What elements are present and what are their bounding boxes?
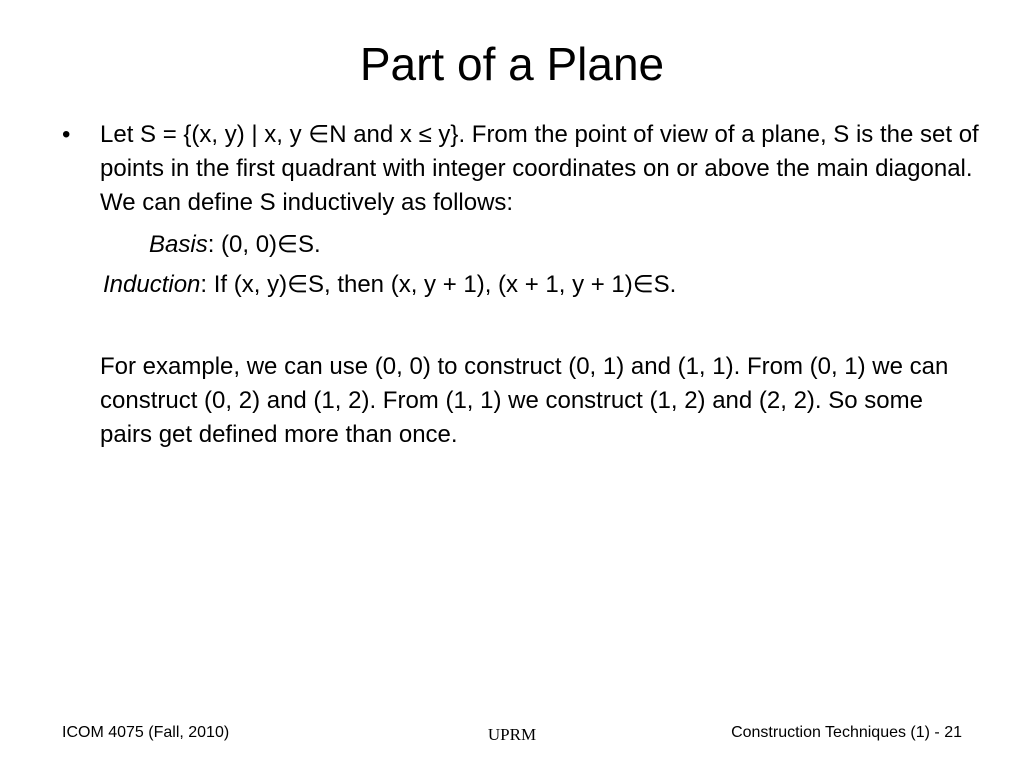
footer-course: ICOM 4075 (Fall, 2010) — [62, 724, 230, 741]
induction-label: Induction — [103, 271, 201, 298]
basis-label: Basis — [149, 231, 208, 258]
example-paragraph: For example, we can use (0, 0) to construct (0, 1) and (1, 1). From (0, 1) we can construct (0, 2) and (1, 2). From (1, 1) we construct (1, 2) and (2, 2). So some pairs get defined more than once. — [100, 353, 949, 448]
induction-text: : If (x, y)∈S, then (x, y + 1), (x + 1, y + 1)∈S. — [200, 271, 677, 298]
induction-line — [103, 268, 983, 302]
basis-text: : (0, 0)∈S. — [207, 231, 321, 258]
bullet-point: • — [62, 121, 71, 148]
basis-line — [149, 228, 949, 262]
slide-title: Part of a Plane — [359, 38, 665, 90]
definition-paragraph: Let S = {(x, y) | x, y ∈N and x ≤ y}. From the point of view of a plane, S is the set of points in the first quadrant with integer coordinates on or above the main diagonal. We can define S inductively as follows: — [100, 121, 979, 216]
footer-institution: UPRM — [487, 725, 537, 744]
footer-slide-number: Construction Techniques (1) - 21 — [731, 724, 962, 741]
